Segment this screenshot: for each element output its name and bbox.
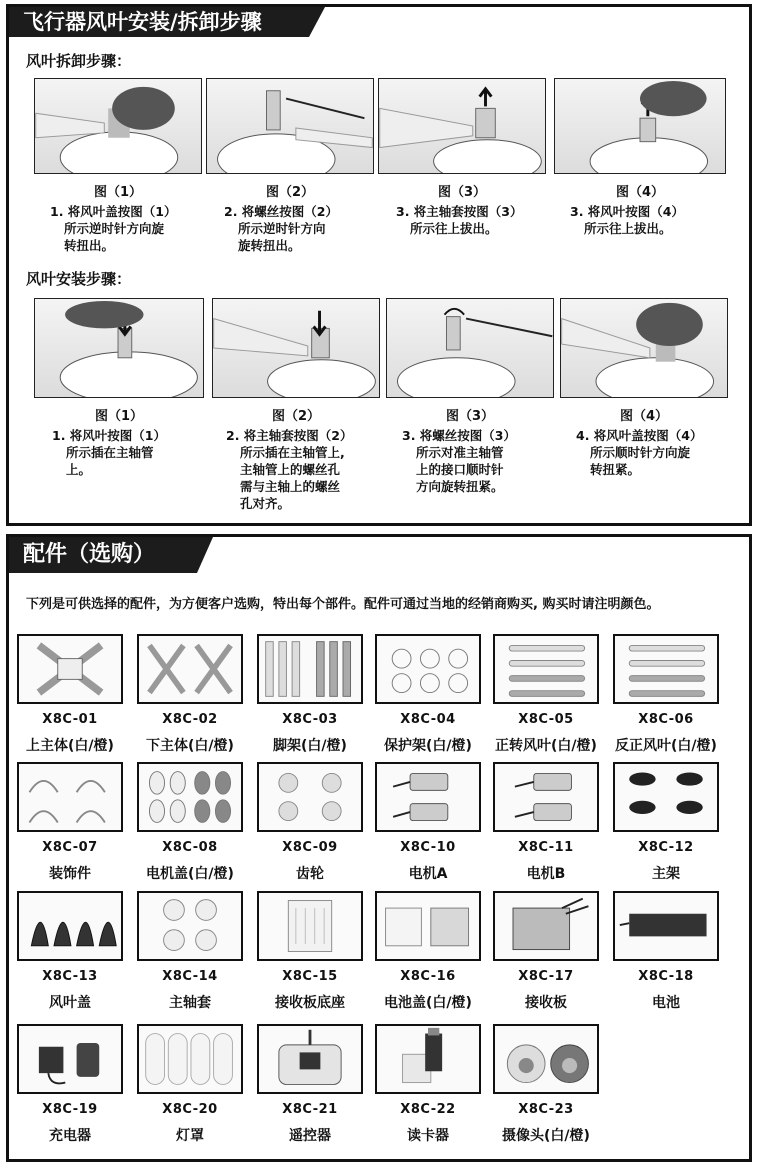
part-name: 电机B xyxy=(526,866,566,882)
part-code: X8C-22 xyxy=(400,1102,456,1117)
part-code: X8C-18 xyxy=(638,969,694,984)
install-step-1: 1. 将风叶按图（1） 所示插在主轴管 上。 xyxy=(52,428,166,477)
part-code: X8C-06 xyxy=(638,712,694,727)
part-code: X8C-09 xyxy=(282,840,338,855)
part-name: 摄像头(白/橙) xyxy=(502,1128,590,1144)
section-title-accessories: 配件（选购） xyxy=(9,537,197,573)
install-caption-2: 图（2） xyxy=(271,409,321,424)
part-code: X8C-02 xyxy=(162,712,218,727)
part-code: X8C-11 xyxy=(518,840,574,855)
part-thumbnail xyxy=(375,891,481,961)
part-x8c-08 xyxy=(130,762,250,883)
install-caption-4: 图（4） xyxy=(619,409,669,424)
part-code: X8C-20 xyxy=(162,1102,218,1117)
part-x8c-11 xyxy=(486,762,606,883)
part-thumbnail xyxy=(257,762,363,832)
install-step-2: 2. 将主轴套按图（2） 所示插在主轴管上, 主轴管上的螺丝孔 需与主轴上的螺丝 孔对齐。 xyxy=(226,428,353,511)
part-thumbnail xyxy=(137,891,243,961)
removal-caption-4: 图（4） xyxy=(615,185,665,200)
part-name: 主架 xyxy=(652,866,680,882)
part-code: X8C-08 xyxy=(162,840,218,855)
part-x8c-10 xyxy=(368,762,488,883)
part-name: 风叶盖 xyxy=(49,995,91,1011)
part-thumbnail xyxy=(493,634,599,704)
part-code: X8C-10 xyxy=(400,840,456,855)
part-name: 读卡器 xyxy=(407,1128,449,1144)
accessories-intro: 下列是可供选择的配件，为方便客户选购，特出每个部件。配件可通过当地的经销商购买, 购买时请注明颜色。 xyxy=(26,597,660,612)
part-name: 接收板 xyxy=(525,995,567,1011)
part-code: X8C-01 xyxy=(42,712,98,727)
install-heading: 风叶安装步骤： xyxy=(26,270,132,288)
part-x8c-15 xyxy=(250,891,370,1012)
part-name: 保护架(白/橙) xyxy=(384,738,472,754)
removal-caption-3: 图（3） xyxy=(437,185,487,200)
part-thumbnail xyxy=(137,634,243,704)
part-name: 电机盖(白/橙) xyxy=(146,866,234,882)
part-name: 主轴套 xyxy=(169,995,211,1011)
install-caption-1: 图（1） xyxy=(94,409,144,424)
part-code: X8C-04 xyxy=(400,712,456,727)
part-code: X8C-15 xyxy=(282,969,338,984)
part-code: X8C-03 xyxy=(282,712,338,727)
part-x8c-04 xyxy=(368,634,488,755)
part-x8c-13 xyxy=(10,891,130,1012)
install-photo-2 xyxy=(212,298,380,398)
install-photo-1 xyxy=(34,298,204,398)
install-step-3: 3. 将螺丝按图（3） 所示对准主轴管 上的接口顺时针 方向旋转扭紧。 xyxy=(402,428,516,494)
part-x8c-12 xyxy=(606,762,726,883)
part-name: 电池 xyxy=(652,995,680,1011)
part-thumbnail xyxy=(17,634,123,704)
part-name: 装饰件 xyxy=(49,866,91,882)
part-x8c-07 xyxy=(10,762,130,883)
removal-caption-1: 图（1） xyxy=(93,185,143,200)
part-code: X8C-07 xyxy=(42,840,98,855)
install-caption-3: 图（3） xyxy=(445,409,495,424)
removal-step-2: 2. 将螺丝按图（2） 所示逆时针方向 旋转扭出。 xyxy=(224,204,338,253)
part-x8c-06 xyxy=(606,634,726,755)
part-code: X8C-14 xyxy=(162,969,218,984)
section-title-propeller: 飞行器风叶安装/拆卸步骤 xyxy=(9,7,309,37)
removal-step-4: 3. 将风叶按图（4） 所示往上拔出。 xyxy=(570,204,684,236)
removal-photo-4 xyxy=(554,78,726,174)
part-thumbnail xyxy=(17,1024,123,1094)
part-thumbnail xyxy=(137,762,243,832)
part-code: X8C-19 xyxy=(42,1102,98,1117)
part-name: 灯罩 xyxy=(176,1128,204,1144)
part-code: X8C-23 xyxy=(518,1102,574,1117)
part-code: X8C-16 xyxy=(400,969,456,984)
removal-photo-2 xyxy=(206,78,374,174)
part-name: 遥控器 xyxy=(289,1128,331,1144)
part-name: 电机A xyxy=(408,866,448,882)
part-code: X8C-17 xyxy=(518,969,574,984)
part-name: 齿轮 xyxy=(296,866,324,882)
removal-photo-3 xyxy=(378,78,546,174)
part-thumbnail xyxy=(375,1024,481,1094)
part-x8c-22 xyxy=(368,1024,488,1145)
part-thumbnail xyxy=(257,634,363,704)
part-x8c-23 xyxy=(486,1024,606,1145)
part-thumbnail xyxy=(613,891,719,961)
part-thumbnail xyxy=(17,762,123,832)
part-name: 下主体(白/橙) xyxy=(146,738,234,754)
removal-step-3: 3. 将主轴套按图（3） 所示往上拔出。 xyxy=(396,204,523,236)
part-thumbnail xyxy=(17,891,123,961)
part-thumbnail xyxy=(375,634,481,704)
part-name: 反正风叶(白/橙) xyxy=(615,738,717,754)
part-thumbnail xyxy=(493,762,599,832)
part-name: 接收板底座 xyxy=(275,995,345,1011)
part-thumbnail xyxy=(493,891,599,961)
part-name: 正转风叶(白/橙) xyxy=(495,738,597,754)
removal-photo-1 xyxy=(34,78,202,174)
part-thumbnail xyxy=(137,1024,243,1094)
part-name: 充电器 xyxy=(49,1128,91,1144)
install-photo-4 xyxy=(560,298,728,398)
part-code: X8C-21 xyxy=(282,1102,338,1117)
part-x8c-18 xyxy=(606,891,726,1012)
removal-step-1: 1. 将风叶盖按图（1） 所示逆时针方向旋 转扭出。 xyxy=(50,204,177,253)
part-x8c-09 xyxy=(250,762,370,883)
part-thumbnail xyxy=(613,634,719,704)
part-x8c-05 xyxy=(486,634,606,755)
part-x8c-03 xyxy=(250,634,370,755)
part-x8c-21 xyxy=(250,1024,370,1145)
part-x8c-02 xyxy=(130,634,250,755)
part-x8c-19 xyxy=(10,1024,130,1145)
part-x8c-20 xyxy=(130,1024,250,1145)
removal-caption-2: 图（2） xyxy=(265,185,315,200)
removal-heading: 风叶拆卸步骤： xyxy=(26,52,132,70)
part-thumbnail xyxy=(375,762,481,832)
part-x8c-17 xyxy=(486,891,606,1012)
part-thumbnail xyxy=(613,762,719,832)
part-thumbnail xyxy=(257,891,363,961)
part-name: 上主体(白/橙) xyxy=(26,738,114,754)
part-thumbnail xyxy=(493,1024,599,1094)
part-thumbnail xyxy=(257,1024,363,1094)
install-photo-3 xyxy=(386,298,554,398)
part-x8c-16 xyxy=(368,891,488,1012)
part-x8c-01 xyxy=(10,634,130,755)
part-x8c-14 xyxy=(130,891,250,1012)
install-step-4: 4. 将风叶盖按图（4） 所示顺时针方向旋 转扭紧。 xyxy=(576,428,703,477)
part-code: X8C-05 xyxy=(518,712,574,727)
part-name: 脚架(白/橙) xyxy=(273,738,347,754)
part-name: 电池盖(白/橙) xyxy=(384,995,472,1011)
part-code: X8C-13 xyxy=(42,969,98,984)
part-code: X8C-12 xyxy=(638,840,694,855)
